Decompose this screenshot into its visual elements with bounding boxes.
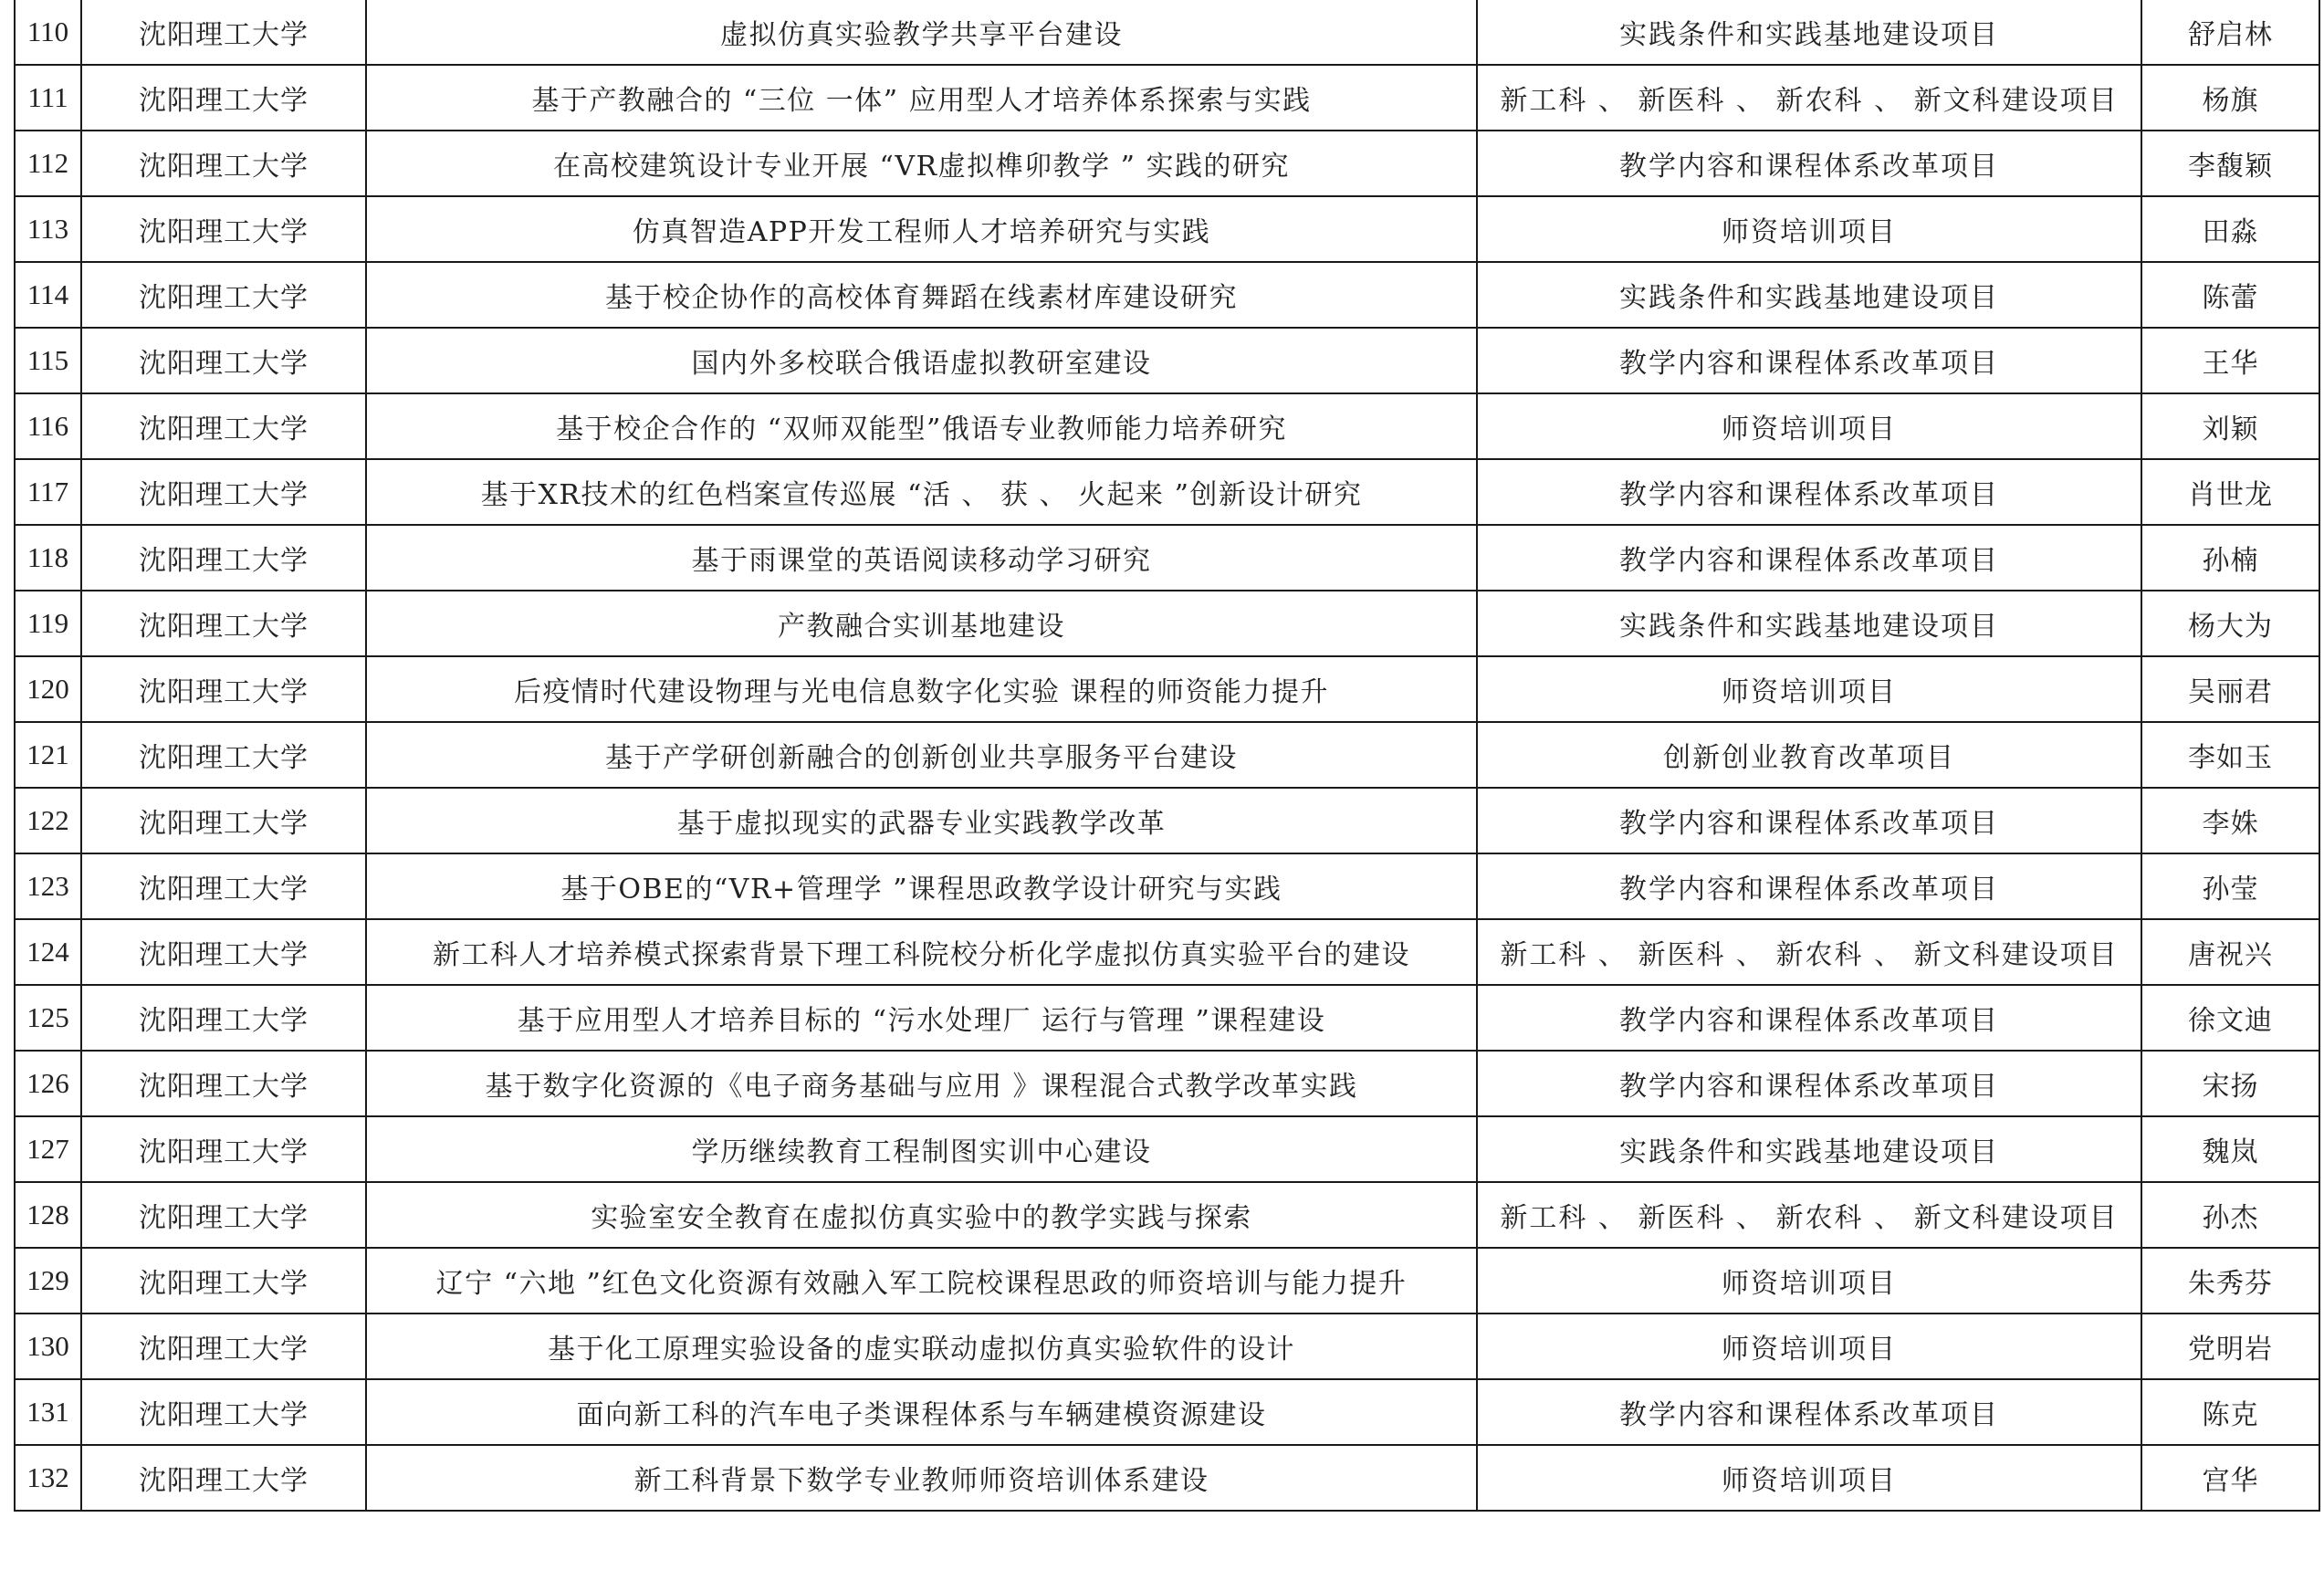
- row-number: 130: [15, 1314, 81, 1379]
- project-category: 实践条件和实践基地建设项目: [1477, 262, 2141, 328]
- row-number: 124: [15, 919, 81, 985]
- table-row: [15, 459, 2319, 525]
- project-category: 教学内容和课程体系改革项目: [1477, 853, 2141, 919]
- row-number: 115: [15, 328, 81, 393]
- table-row: [15, 393, 2319, 459]
- row-number: 128: [15, 1182, 81, 1248]
- project-title: 虚拟仿真实验教学共享平台建设: [366, 0, 1477, 65]
- school-name: 沈阳理工大学: [81, 591, 366, 656]
- project-category: 教学内容和课程体系改革项目: [1477, 1379, 2141, 1445]
- project-leader: 陈蕾: [2141, 262, 2319, 328]
- school-name: 沈阳理工大学: [81, 65, 366, 131]
- project-category: 新工科 、 新医科 、 新农科 、 新文科建设项目: [1477, 65, 2141, 131]
- school-name: 沈阳理工大学: [81, 1051, 366, 1116]
- project-title: 基于雨课堂的英语阅读移动学习研究: [366, 525, 1477, 591]
- table-row: [15, 131, 2319, 196]
- project-title: 基于虚拟现实的武器专业实践教学改革: [366, 788, 1477, 853]
- school-name: 沈阳理工大学: [81, 262, 366, 328]
- project-leader: 肖世龙: [2141, 459, 2319, 525]
- project-title: 仿真智造APP开发工程师人才培养研究与实践: [366, 196, 1477, 262]
- school-name: 沈阳理工大学: [81, 1445, 366, 1511]
- project-title: 国内外多校联合俄语虚拟教研室建设: [366, 328, 1477, 393]
- school-name: 沈阳理工大学: [81, 0, 366, 65]
- project-category: 教学内容和课程体系改革项目: [1477, 131, 2141, 196]
- table-row: [15, 262, 2319, 328]
- project-leader: 孙杰: [2141, 1182, 2319, 1248]
- table-row: [15, 985, 2319, 1051]
- row-number: 118: [15, 525, 81, 591]
- table-row: [15, 525, 2319, 591]
- project-leader: 陈克: [2141, 1379, 2319, 1445]
- row-number: 129: [15, 1248, 81, 1314]
- school-name: 沈阳理工大学: [81, 919, 366, 985]
- row-number: 127: [15, 1116, 81, 1182]
- row-number: 117: [15, 459, 81, 525]
- project-leader: 魏岚: [2141, 1116, 2319, 1182]
- project-leader: 刘颖: [2141, 393, 2319, 459]
- table-row: [15, 1314, 2319, 1379]
- project-category: 实践条件和实践基地建设项目: [1477, 591, 2141, 656]
- project-leader: 宫华: [2141, 1445, 2319, 1511]
- row-number: 122: [15, 788, 81, 853]
- row-number: 116: [15, 393, 81, 459]
- project-category: 教学内容和课程体系改革项目: [1477, 788, 2141, 853]
- table-row: [15, 1445, 2319, 1511]
- school-name: 沈阳理工大学: [81, 131, 366, 196]
- row-number: 119: [15, 591, 81, 656]
- project-title: 基于XR技术的红色档案宣传巡展 “活 、 获 、 火起来 ”创新设计研究: [366, 459, 1477, 525]
- project-category: 师资培训项目: [1477, 393, 2141, 459]
- table-row: [15, 65, 2319, 131]
- project-title: 基于产学研创新融合的创新创业共享服务平台建设: [366, 722, 1477, 788]
- row-number: 120: [15, 656, 81, 722]
- project-title: 基于校企合作的 “双师双能型”俄语专业教师能力培养研究: [366, 393, 1477, 459]
- project-title: 基于产教融合的 “三位 一体” 应用型人才培养体系探索与实践: [366, 65, 1477, 131]
- project-category: 师资培训项目: [1477, 196, 2141, 262]
- project-category: 教学内容和课程体系改革项目: [1477, 985, 2141, 1051]
- school-name: 沈阳理工大学: [81, 788, 366, 853]
- project-category: 新工科 、 新医科 、 新农科 、 新文科建设项目: [1477, 1182, 2141, 1248]
- table-row: [15, 656, 2319, 722]
- project-title: 基于应用型人才培养目标的 “污水处理厂 运行与管理 ”课程建设: [366, 985, 1477, 1051]
- school-name: 沈阳理工大学: [81, 853, 366, 919]
- project-category: 教学内容和课程体系改革项目: [1477, 525, 2141, 591]
- project-title: 基于校企协作的高校体育舞蹈在线素材库建设研究: [366, 262, 1477, 328]
- project-leader: 宋扬: [2141, 1051, 2319, 1116]
- project-leader: 孙莹: [2141, 853, 2319, 919]
- project-title: 基于OBE的“VR+管理学 ”课程思政教学设计研究与实践: [366, 853, 1477, 919]
- table-row: [15, 1116, 2319, 1182]
- row-number: 125: [15, 985, 81, 1051]
- row-number: 123: [15, 853, 81, 919]
- school-name: 沈阳理工大学: [81, 1248, 366, 1314]
- school-name: 沈阳理工大学: [81, 1116, 366, 1182]
- project-category: 实践条件和实践基地建设项目: [1477, 0, 2141, 65]
- project-title: 面向新工科的汽车电子类课程体系与车辆建模资源建设: [366, 1379, 1477, 1445]
- table-row: [15, 1051, 2319, 1116]
- project-leader: 杨大为: [2141, 591, 2319, 656]
- project-category: 教学内容和课程体系改革项目: [1477, 1051, 2141, 1116]
- table-row: [15, 853, 2319, 919]
- project-category: 师资培训项目: [1477, 1248, 2141, 1314]
- school-name: 沈阳理工大学: [81, 393, 366, 459]
- project-category: 教学内容和课程体系改革项目: [1477, 459, 2141, 525]
- project-title: 产教融合实训基地建设: [366, 591, 1477, 656]
- school-name: 沈阳理工大学: [81, 196, 366, 262]
- project-leader: 李馥颖: [2141, 131, 2319, 196]
- project-category: 师资培训项目: [1477, 1445, 2141, 1511]
- school-name: 沈阳理工大学: [81, 1379, 366, 1445]
- project-category: 实践条件和实践基地建设项目: [1477, 1116, 2141, 1182]
- school-name: 沈阳理工大学: [81, 1182, 366, 1248]
- row-number: 110: [15, 0, 81, 65]
- project-leader: 舒启林: [2141, 0, 2319, 65]
- school-name: 沈阳理工大学: [81, 328, 366, 393]
- table-row: [15, 328, 2319, 393]
- school-name: 沈阳理工大学: [81, 985, 366, 1051]
- table-row: [15, 722, 2319, 788]
- table-row: [15, 591, 2319, 656]
- project-title: 新工科背景下数学专业教师师资培训体系建设: [366, 1445, 1477, 1511]
- project-leader: 唐祝兴: [2141, 919, 2319, 985]
- project-title: 新工科人才培养模式探索背景下理工科院校分析化学虚拟仿真实验平台的建设: [366, 919, 1477, 985]
- table-row: [15, 1379, 2319, 1445]
- school-name: 沈阳理工大学: [81, 1314, 366, 1379]
- project-category: 新工科 、 新医科 、 新农科 、 新文科建设项目: [1477, 919, 2141, 985]
- row-number: 114: [15, 262, 81, 328]
- school-name: 沈阳理工大学: [81, 656, 366, 722]
- project-leader: 徐文迪: [2141, 985, 2319, 1051]
- table-row: [15, 0, 2319, 65]
- row-number: 113: [15, 196, 81, 262]
- project-leader: 吴丽君: [2141, 656, 2319, 722]
- row-number: 111: [15, 65, 81, 131]
- project-leader: 朱秀芬: [2141, 1248, 2319, 1314]
- project-title: 辽宁 “六地 ”红色文化资源有效融入军工院校课程思政的师资培训与能力提升: [366, 1248, 1477, 1314]
- project-category: 师资培训项目: [1477, 1314, 2141, 1379]
- project-category: 教学内容和课程体系改革项目: [1477, 328, 2141, 393]
- table-row: [15, 788, 2319, 853]
- project-category: 师资培训项目: [1477, 656, 2141, 722]
- row-number: 121: [15, 722, 81, 788]
- table-row: [15, 919, 2319, 985]
- school-name: 沈阳理工大学: [81, 722, 366, 788]
- project-title: 后疫情时代建设物理与光电信息数字化实验 课程的师资能力提升: [366, 656, 1477, 722]
- project-leader: 党明岩: [2141, 1314, 2319, 1379]
- school-name: 沈阳理工大学: [81, 459, 366, 525]
- project-leader: 杨旗: [2141, 65, 2319, 131]
- school-name: 沈阳理工大学: [81, 525, 366, 591]
- project-table: [14, 0, 2320, 1512]
- project-title: 基于数字化资源的《电子商务基础与应用 》课程混合式教学改革实践: [366, 1051, 1477, 1116]
- project-leader: 孙楠: [2141, 525, 2319, 591]
- project-title: 学历继续教育工程制图实训中心建设: [366, 1116, 1477, 1182]
- project-category: 创新创业教育改革项目: [1477, 722, 2141, 788]
- table-row: [15, 1248, 2319, 1314]
- project-leader: 李如玉: [2141, 722, 2319, 788]
- row-number: 126: [15, 1051, 81, 1116]
- table-row: [15, 1182, 2319, 1248]
- table-row: [15, 196, 2319, 262]
- row-number: 132: [15, 1445, 81, 1511]
- project-list-sheet: [14, 0, 2319, 1512]
- row-number: 131: [15, 1379, 81, 1445]
- project-title: 在高校建筑设计专业开展 “VR虚拟榫卯教学 ” 实践的研究: [366, 131, 1477, 196]
- project-leader: 田淼: [2141, 196, 2319, 262]
- project-leader: 王华: [2141, 328, 2319, 393]
- row-number: 112: [15, 131, 81, 196]
- project-title: 实验室安全教育在虚拟仿真实验中的教学实践与探索: [366, 1182, 1477, 1248]
- project-leader: 李姝: [2141, 788, 2319, 853]
- project-title: 基于化工原理实验设备的虚实联动虚拟仿真实验软件的设计: [366, 1314, 1477, 1379]
